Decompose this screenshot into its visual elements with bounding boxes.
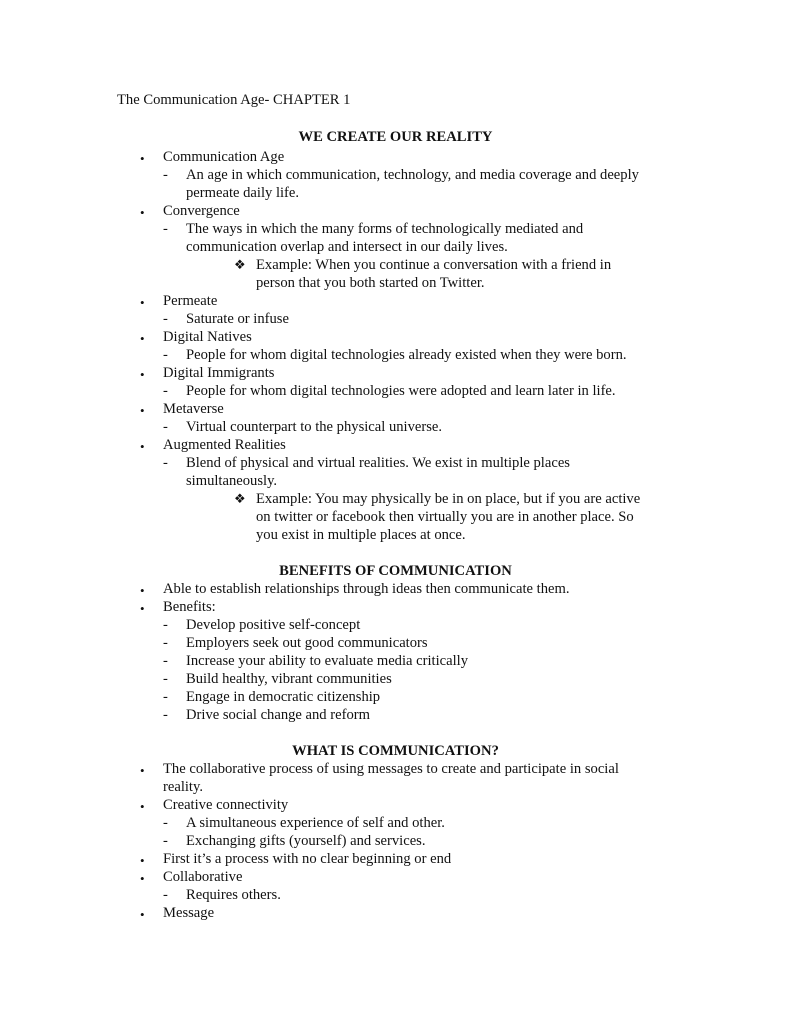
- bullet-icon: •: [140, 907, 145, 922]
- dash-icon: -: [163, 455, 168, 471]
- list-item: Example: You may physically be in on place, but if you are active: [256, 491, 641, 507]
- dash-icon: -: [163, 383, 168, 399]
- list-item: Message: [163, 905, 215, 921]
- list-item: Digital Natives: [163, 329, 252, 345]
- dash-icon: -: [163, 617, 168, 633]
- list-item: Engage in democratic citizenship: [186, 689, 381, 705]
- list-item: Augmented Realities: [163, 437, 286, 453]
- list-item: Saturate or infuse: [186, 311, 289, 327]
- list-item: Metaverse: [163, 401, 224, 417]
- list-item: A simultaneous experience of self and other.: [186, 815, 445, 831]
- section-heading-benefits-of-communication: BENEFITS OF COMMUNICATION: [279, 563, 512, 579]
- bullet-icon: •: [140, 601, 145, 616]
- dash-icon: -: [163, 311, 168, 327]
- dash-icon: -: [163, 419, 168, 435]
- list-item: Blend of physical and virtual realities. We exist in multiple places: [186, 455, 570, 471]
- dash-icon: -: [163, 221, 168, 237]
- bullet-icon: •: [140, 799, 145, 814]
- dash-icon: -: [163, 815, 168, 831]
- list-item: First it’s a process with no clear beginning or end: [163, 851, 452, 867]
- list-item: person that you both started on Twitter.: [256, 275, 485, 291]
- bullet-icon: •: [140, 583, 145, 598]
- dash-icon: -: [163, 671, 168, 687]
- list-item: Virtual counterpart to the physical universe.: [186, 419, 443, 435]
- list-item: reality.: [163, 779, 203, 795]
- bullet-icon: •: [140, 151, 145, 166]
- bullet-icon: •: [140, 871, 145, 886]
- list-item: The ways in which the many forms of technologically mediated and: [186, 221, 584, 237]
- bullet-icon: •: [140, 853, 145, 868]
- list-item: Benefits:: [163, 599, 216, 615]
- list-item: Employers seek out good communicators: [186, 635, 428, 651]
- dash-icon: -: [163, 887, 168, 903]
- dash-icon: -: [163, 167, 168, 183]
- section-heading-what-is-communication: WHAT IS COMMUNICATION?: [292, 743, 499, 759]
- dash-icon: -: [163, 689, 168, 705]
- list-item: Convergence: [163, 203, 240, 219]
- dash-icon: -: [163, 707, 168, 723]
- list-item: you exist in multiple places at once.: [256, 527, 466, 543]
- list-item: Collaborative: [163, 869, 243, 885]
- bullet-icon: •: [140, 331, 145, 346]
- list-item: Exchanging gifts (yourself) and services.: [186, 833, 426, 849]
- bullet-icon: •: [140, 763, 145, 778]
- bullet-icon: •: [140, 205, 145, 220]
- list-item: Permeate: [163, 293, 218, 309]
- dash-icon: -: [163, 635, 168, 651]
- bullet-icon: •: [140, 295, 145, 310]
- list-item: Drive social change and reform: [186, 707, 370, 723]
- section-heading-we-create-our-reality: WE CREATE OUR REALITY: [298, 129, 493, 145]
- bullet-icon: •: [140, 403, 145, 418]
- list-item: People for whom digital technologies were adopted and learn later in life.: [186, 383, 616, 399]
- list-item: Build healthy, vibrant communities: [186, 671, 392, 687]
- list-item: Digital Immigrants: [163, 365, 275, 381]
- bullet-icon: •: [140, 367, 145, 382]
- dash-icon: -: [163, 653, 168, 669]
- list-item: communication overlap and intersect in our daily lives.: [186, 239, 508, 255]
- list-item: Example: When you continue a conversation with a friend in: [256, 257, 612, 273]
- list-item: permeate daily life.: [186, 185, 300, 201]
- list-item: simultaneously.: [186, 473, 278, 489]
- list-item: Increase your ability to evaluate media critically: [186, 653, 469, 669]
- diamond-bullet-icon: ❖: [234, 491, 246, 506]
- list-item: Develop positive self-concept: [186, 617, 361, 633]
- list-item: Requires others.: [186, 887, 281, 903]
- list-item: on twitter or facebook then virtually you are in another place. So: [256, 509, 634, 525]
- document-title: The Communication Age- CHAPTER 1: [117, 92, 351, 108]
- bullet-icon: •: [140, 439, 145, 454]
- dash-icon: -: [163, 347, 168, 363]
- list-item: Communication Age: [163, 149, 285, 165]
- list-item: An age in which communication, technology, and media coverage and deeply: [186, 167, 639, 183]
- dash-icon: -: [163, 833, 168, 849]
- list-item: Creative connectivity: [163, 797, 289, 813]
- list-item: Able to establish relationships through ideas then communicate them.: [163, 581, 570, 597]
- list-item: People for whom digital technologies already existed when they were born.: [186, 347, 627, 363]
- list-item: The collaborative process of using messages to create and participate in social: [163, 761, 619, 777]
- diamond-bullet-icon: ❖: [234, 257, 246, 272]
